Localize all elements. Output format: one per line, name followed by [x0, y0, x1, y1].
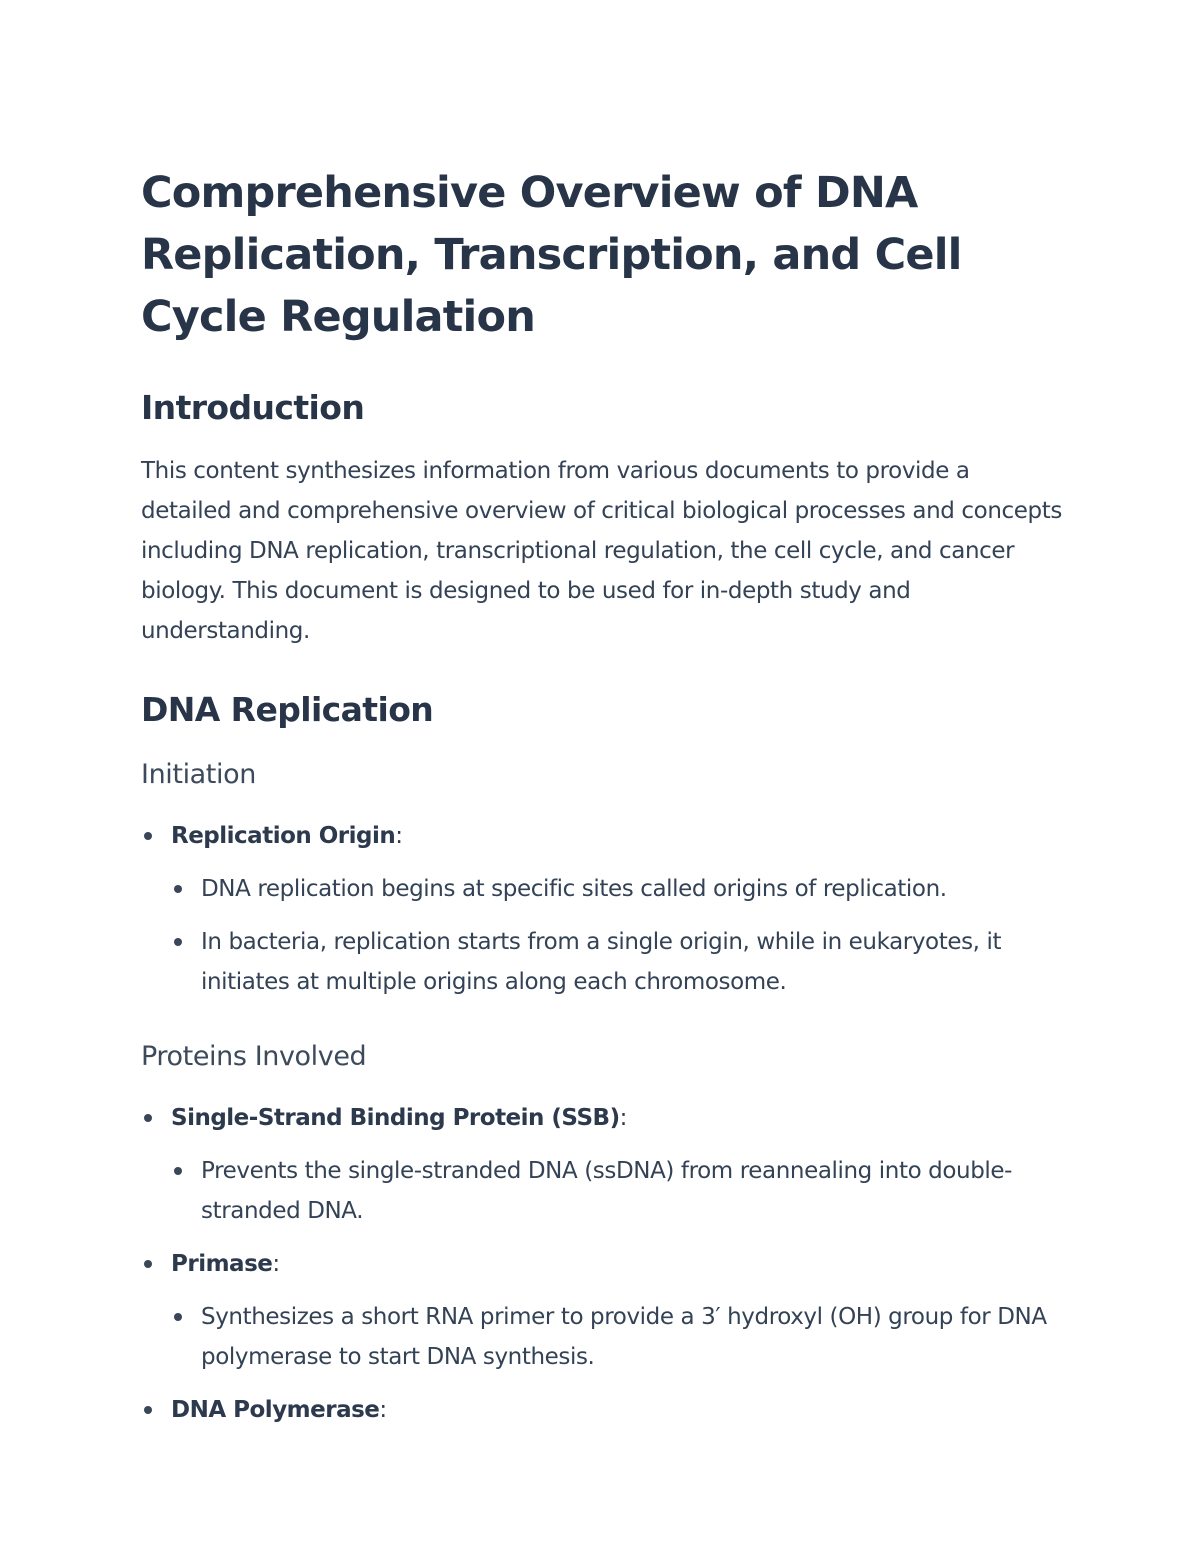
list-item-ssb: [141, 1098, 1066, 1231]
nested-list-item-text: Prevents the single-stranded DNA (ssDNA) from reannealing into double-stranded DNA.: [201, 1158, 1013, 1224]
list-item-replication-origin: [141, 816, 1066, 1002]
list-item-title: Single-Strand Binding Protein (SSB): [171, 1105, 620, 1131]
bullet-icon: [144, 1114, 152, 1122]
bullet-icon: [144, 1260, 152, 1268]
document-title: Comprehensive Overview of DNA Replication, Transcription, and Cell Cycle Regulation: [141, 168, 962, 342]
list-item-dna-polymerase: [141, 1390, 1066, 1430]
nested-list-item: [171, 1151, 1066, 1231]
list-item-title: DNA Polymerase: [171, 1397, 380, 1423]
list-item-colon: :: [395, 823, 404, 849]
bullet-icon: [144, 1406, 152, 1414]
list-item-colon: :: [619, 1105, 628, 1131]
document-page: [141, 162, 1066, 1443]
initiation-list: [141, 816, 1066, 1002]
nested-list-item: [171, 922, 1066, 1002]
list-item-colon: :: [379, 1397, 388, 1423]
bullet-icon: [174, 938, 182, 946]
nested-list: [171, 869, 1066, 1002]
section-heading-introduction: Introduction: [141, 388, 365, 427]
list-item-title: Primase: [171, 1251, 273, 1277]
nested-list-item-text: In bacteria, replication starts from a single origin, while in eukaryotes, it initiates at multiple origins along each chromosome.: [201, 929, 1002, 995]
nested-list-item: [171, 869, 1066, 909]
nested-list: [171, 1297, 1066, 1377]
bullet-icon: [174, 1313, 182, 1321]
subsection-heading-initiation: Initiation: [141, 759, 256, 790]
list-item-title: Replication Origin: [171, 823, 396, 849]
introduction-paragraph: This content synthesizes information from various documents to provide a detailed and comprehensive overview of critical biological processes and concepts including DNA replication, transcriptional regulation, the cell cycle, and cancer biology. This document is designed to be used for in-depth study and understanding.: [141, 458, 1062, 644]
proteins-list: [141, 1098, 1066, 1430]
nested-list-item-text: Synthesizes a short RNA primer to provide a 3′ hydroxyl (OH) group for DNA polymerase to start DNA synthesis.: [201, 1304, 1047, 1370]
subsection-heading-proteins-involved: Proteins Involved: [141, 1041, 367, 1072]
nested-list-item: [171, 1297, 1066, 1377]
section-heading-dna-replication: DNA Replication: [141, 690, 434, 729]
list-item-primase: [141, 1244, 1066, 1377]
bullet-icon: [174, 1167, 182, 1175]
nested-list: [171, 1151, 1066, 1231]
nested-list-item-text: DNA replication begins at specific sites called origins of replication.: [201, 876, 947, 902]
list-item-colon: :: [272, 1251, 281, 1277]
bullet-icon: [144, 832, 152, 840]
bullet-icon: [174, 885, 182, 893]
